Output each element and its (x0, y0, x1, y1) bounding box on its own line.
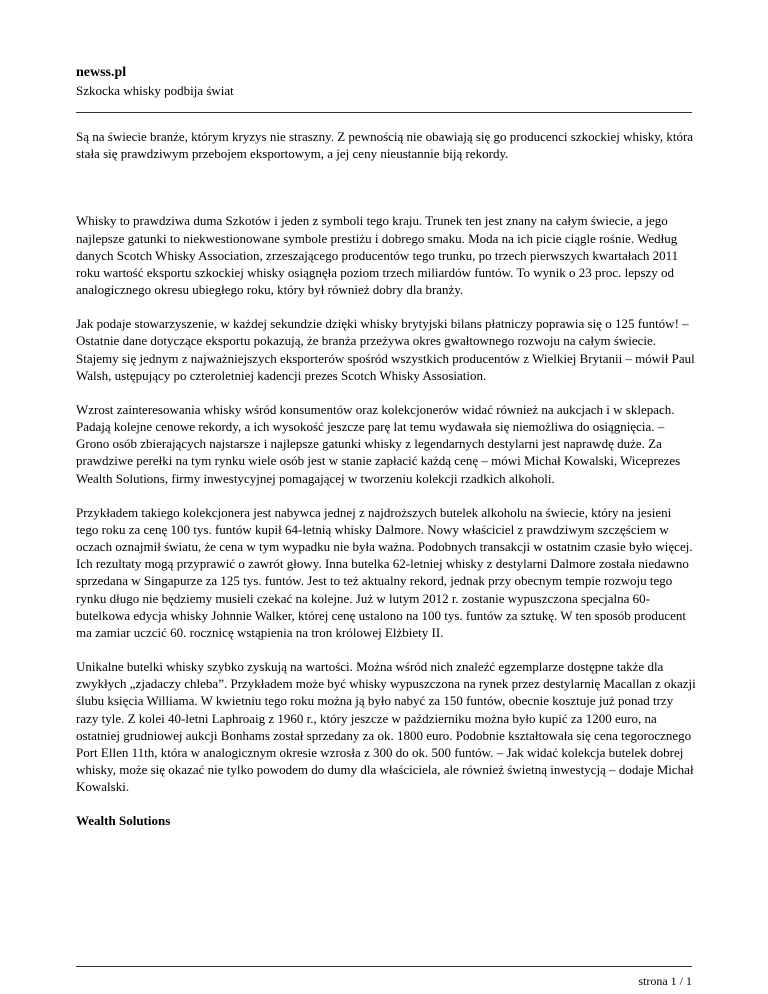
article-title: Szkocka whisky podbija świat (76, 83, 234, 98)
closing-heading: Wealth Solutions (76, 813, 171, 829)
article-paragraph: Unikalne butelki whisky szybko zyskują na wartości. Można wśród nich znaleźć egzemplarze dostępne także dla zwykłych „zjadaczy chleba”. Przykładem może być whisky wypuszczona na rynek przez destylarnię Macallan z okazji ślubu księcia Williama. W kwietniu tego roku można ją było nabyć za 150 funtów, obecnie kosztuje już ponad trzy razy tyle. Z kolei 40-letni Laphroaig z 1960 r., który jeszcze w październiku można było kupić za 1200 euro, na ostatniej grudniowej aukcji Bonhams został sprzedany za ok. 1800 euro. Podobnie kształtowała się cena tegorocznego Port Ellen 11th, która w analogicznym okresie wzrosła z 300 do ok. 500 funtów. – Jak widać kolekcja butelek dobrej whisky, może się okazać nie tylko powodem do dumy dla właściciela, ale również świetną inwestycją – dodaje Michał Kowalski. (76, 659, 696, 795)
page-number: strona 1 / 1 (638, 974, 692, 988)
article-lead: Są na świecie branże, którym kryzys nie straszny. Z pewnością nie obawiają się go producenci szkockiej whisky, która stała się prawdziwym przebojem eksportowym, a jej ceny nieustannie biją rekordy. (76, 129, 694, 162)
article-paragraph: Jak podaje stowarzyszenie, w każdej sekundzie dzięki whisky brytyjski bilans płatniczy poprawia się o 125 funtów! – Ostatnie dane dotyczące eksportu pokazują, że branża przeżywa okres gwałtownego rozwoju na całym świecie. Stajemy się jednym z najważniejszych eksporterów spośród wszystkich producentów z Wielkiej Brytanii – mówił Paul Walsh, ustępujący po czteroletniej kadencji prezes Scotch Whisky Assosiation. (76, 316, 695, 383)
article-paragraph: Whisky to prawdziwa duma Szkotów i jeden z symboli tego kraju. Trunek ten jest znany na całym świecie, a jego najlepsze gatunki to niekwestionowane symbole prestiżu i dobrego smaku. Moda na ich picie ciągle rośnie. Według danych Scotch Whisky Association, zrzeszającego producentów tego trunku, po trzech pierwszych kwartałach 2011 roku wartość eksportu szkockiej whisky osiągnęła poziom trzech miliardów funtów. To wynik o 23 proc. lepszy od analogicznego okresu ubiegłego roku, który był również dobry dla branży. (76, 213, 679, 298)
footer-divider (76, 966, 692, 967)
article-body (76, 128, 696, 846)
article-paragraph: Przykładem takiego kolekcjonera jest nabywca jednej z najdroższych butelek alkoholu na świecie, który na jesieni tego roku za cenę 100 tys. funtów kupił 64-letnią whisky Dalmore. Nowy właściciel z prawdziwym szczęściem w oczach oznajmił światu, że cena w tym wypadku nie była ważna. Podobnych transakcji w ostatnim czasie było więcej. Ich rezultaty mogą przyprawić o zawrót głowy. Inna butelka 62-letniej whisky z destylarni Dalmore została niedawno sprzedana w Singapurze za 125 tys. funtów. Jest to też aktualny rekord, jednak przy obecnym tempie rozwoju tego rynku długo nie będziemy musieli czekać na kolejne. Już w lutym 2012 r. zostanie wypuszczona specjalna 60-butelkowa edycja whisky Johnnie Walker, której cenę ustalono na 100 tys. funtów za sztukę. W ten sposób producent ma zamiar uczcić 60. rocznicę wstąpienia na tron królowej Elżbiety II. (76, 504, 693, 641)
article-paragraph: Wzrost zainteresowania whisky wśród konsumentów oraz kolekcjonerów widać również na aukcjach i w sklepach. Padają kolejne cenowe rekordy, a ich wysokość jeszcze parę lat temu wydawała się niemożliwa do osiągnięcia. – Grono osób zbierających najstarsze i najlepsze gatunki whisky z legendarnych destylarni jest naprawdę duże. Za prawdziwe perełki na tym rynku wiele osób jest w stanie zapłacić każdą cenę – mówi Michał Kowalski, Wiceprezes Wealth Solutions, firmy inwestycyjnej pomagającej w tworzeniu kolekcji rzadkich alkoholi. (76, 401, 681, 486)
site-name: newss.pl (76, 65, 127, 80)
header-divider (76, 112, 692, 113)
